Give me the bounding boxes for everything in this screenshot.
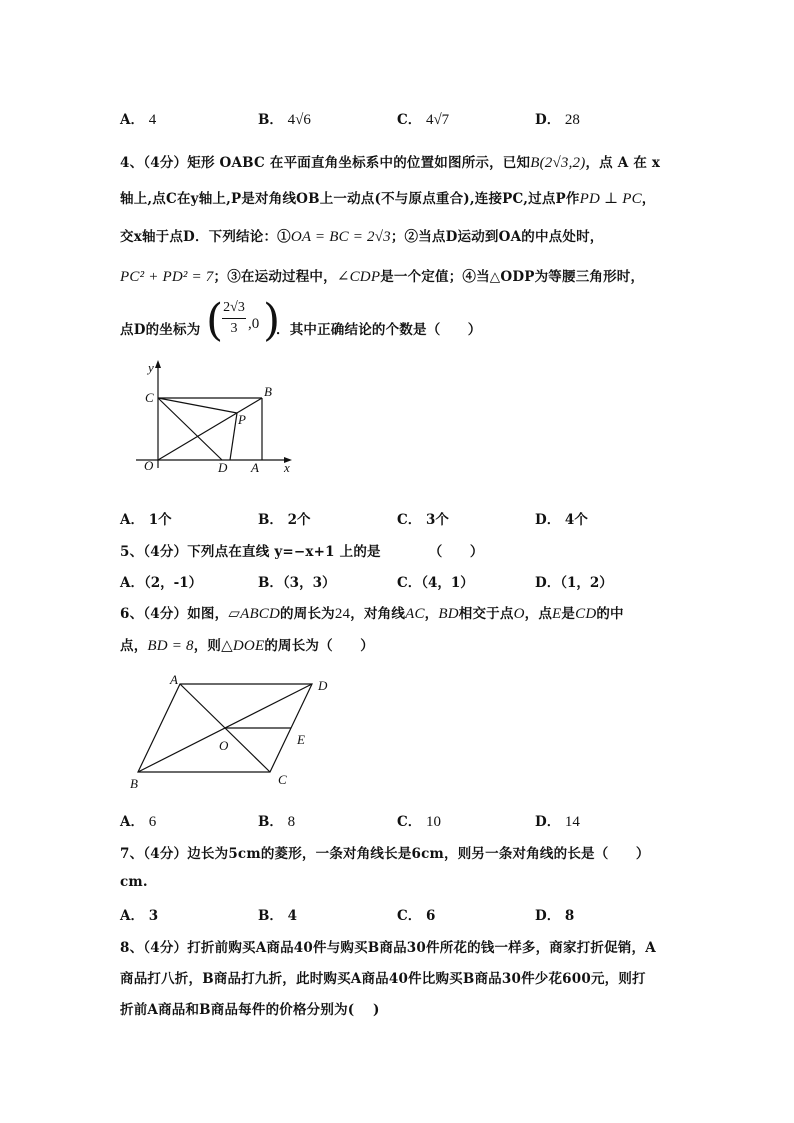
label-p: P bbox=[238, 412, 246, 427]
q8-line-2: 商品打八折，B商品打九折，此时购买A商品40件比购买B商品30件少花600元，则打 bbox=[120, 971, 646, 987]
label-a: A bbox=[251, 460, 259, 475]
label-x: x bbox=[284, 460, 290, 475]
q7-option-d[interactable]: D． 8 bbox=[535, 908, 575, 924]
q4-line-1: 4、（4分）矩形 OABC 在平面直角坐标系中的位置如图所示，已知B(2√3,2)，点 A 在 x bbox=[120, 155, 661, 171]
q7-option-c[interactable]: C． 6 bbox=[397, 908, 436, 924]
label-b: B bbox=[130, 776, 138, 791]
q7-option-b[interactable]: B． 4 bbox=[258, 908, 298, 924]
label-c: C bbox=[145, 390, 154, 405]
fraction: 2√3 3 bbox=[223, 300, 245, 336]
right-paren: ) bbox=[263, 295, 281, 346]
segment-cp bbox=[158, 398, 237, 413]
label-o: O bbox=[144, 458, 154, 473]
q5-option-c[interactable]: C．（4，1） bbox=[397, 575, 474, 591]
label-a: A bbox=[170, 672, 178, 687]
q4-line-5b: ．其中正确结论的个数是（ ） bbox=[276, 322, 482, 338]
q4-line-2: 轴上,点C在y轴上,P是对角线OB上一动点(不与原点重合),连接PC,过点P作PD ⊥ PC， bbox=[120, 191, 656, 207]
segment-cd bbox=[158, 398, 222, 460]
q5-stem: 5、（4分）下列点在直线 y=−x+1 上的是 （ ） bbox=[120, 544, 484, 560]
q4-line-4: PC² + PD² = 7；③在运动过程中，∠CDP是一个定值；④当△ODP为等腰三角形时， bbox=[120, 269, 645, 285]
q7-line-1: 7、（4分）边长为5cm的菱形，一条对角线长是6cm，则另一条对角线的长是（ ） bbox=[120, 846, 650, 862]
parallelogram-figure bbox=[126, 672, 346, 794]
q3-option-a[interactable]: A． 4 bbox=[120, 112, 157, 128]
q3-option-b[interactable]: B． 4√6 bbox=[258, 112, 311, 128]
left-paren: ( bbox=[206, 295, 224, 346]
y-arrow bbox=[155, 360, 161, 368]
q4-line-5: 点D的坐标为 bbox=[120, 322, 201, 338]
label-c: C bbox=[278, 772, 287, 787]
q8-line-1: 8、（4分）打折前购买A商品40件与购买B商品30件所花的钱一样多，商家打折促销，A bbox=[120, 940, 656, 956]
q6-option-b[interactable]: B． 8 bbox=[258, 814, 296, 830]
q4-line-3: 交x轴于点D．下列结论：①OA = BC = 2√3；②当点D运动到OA的中点处时， bbox=[120, 229, 604, 245]
label-b: B bbox=[264, 384, 272, 399]
q3-option-d[interactable]: D． 28 bbox=[535, 112, 580, 128]
fraction-tail: ,0 bbox=[248, 316, 260, 332]
q6-option-a[interactable]: A． 6 bbox=[120, 814, 157, 830]
q6-line-1: 6、（4分）如图，▱ABCD的周长为24，对角线AC，BD相交于点O，点E是CD的中 bbox=[120, 606, 624, 622]
q3-option-c[interactable]: C． 4√7 bbox=[397, 112, 450, 128]
q4-option-a[interactable]: A． 1个 bbox=[120, 512, 172, 528]
segment-pd bbox=[230, 413, 237, 460]
label-y: y bbox=[148, 360, 154, 375]
q8-line-3: 折前A商品和B商品每件的价格分别为( ) bbox=[120, 1002, 380, 1018]
q5-option-b[interactable]: B．（3，3） bbox=[258, 575, 336, 591]
q6-line-2: 点，BD = 8，则△DOE的周长为（ ） bbox=[120, 638, 374, 654]
rectangle-figure bbox=[118, 358, 308, 478]
label-d: D bbox=[218, 460, 228, 475]
q4-option-d[interactable]: D． 4个 bbox=[535, 512, 588, 528]
q7-line-2: cm. bbox=[120, 874, 148, 890]
q6-option-c[interactable]: C． 10 bbox=[397, 814, 441, 830]
label-o: O bbox=[219, 738, 229, 753]
label-e: E bbox=[297, 732, 305, 747]
q6-option-d[interactable]: D． 14 bbox=[535, 814, 580, 830]
q4-option-c[interactable]: C． 3个 bbox=[397, 512, 449, 528]
q5-option-a[interactable]: A．（2，-1） bbox=[120, 575, 203, 591]
q7-option-a[interactable]: A． 3 bbox=[120, 908, 159, 924]
label-d: D bbox=[318, 678, 328, 693]
q4-option-b[interactable]: B． 2个 bbox=[258, 512, 311, 528]
q5-option-d[interactable]: D．（1，2） bbox=[535, 575, 613, 591]
